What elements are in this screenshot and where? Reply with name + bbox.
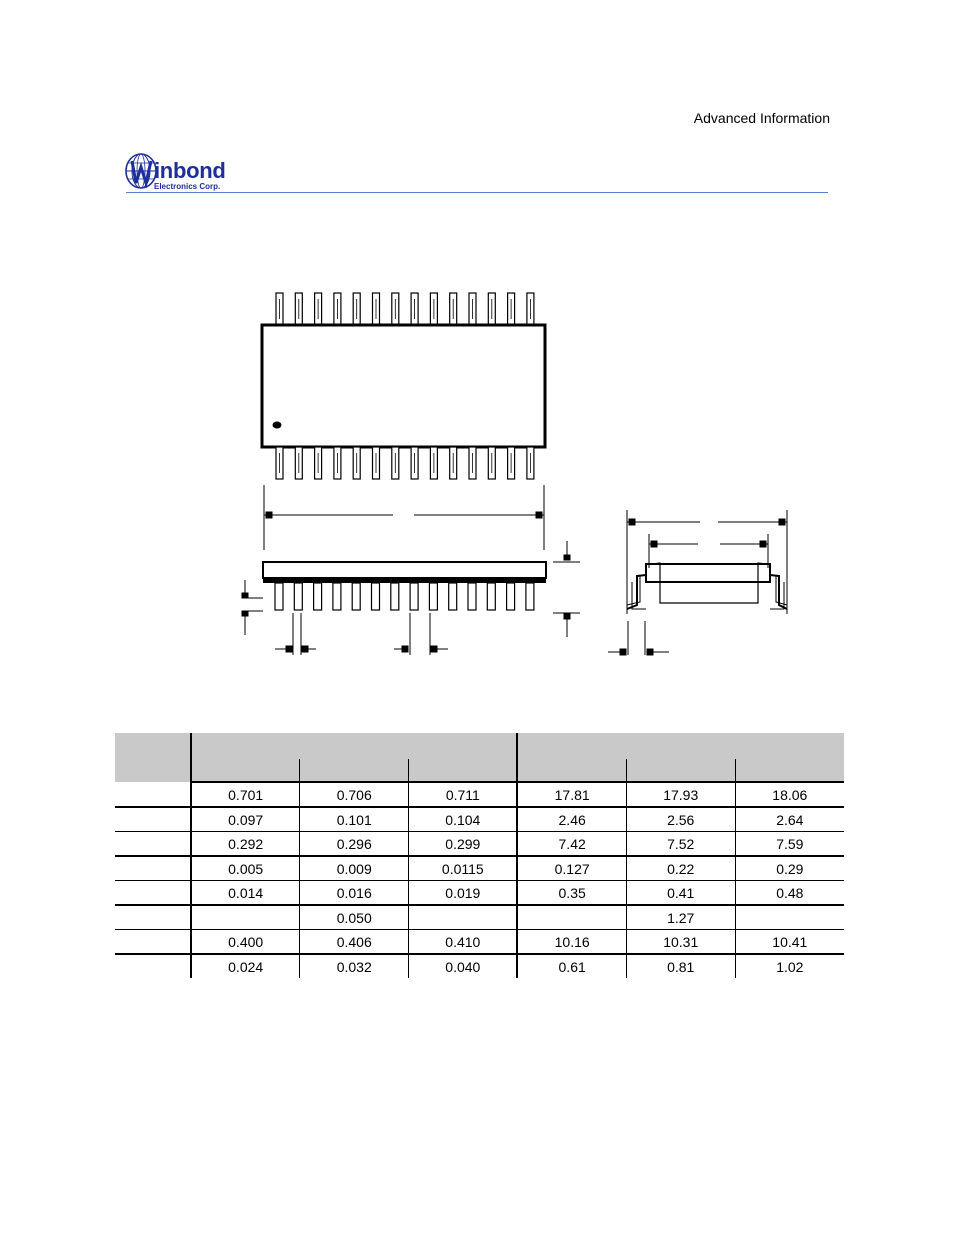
value-cell: 2.56: [626, 807, 735, 832]
value-cell: 0.024: [191, 954, 300, 978]
value-cell: 0.48: [735, 881, 844, 906]
package-side-view: [242, 541, 580, 655]
value-cell: [191, 905, 300, 930]
inch-nom-header-cell: [300, 759, 409, 782]
value-cell: 0.104: [409, 807, 518, 832]
header-rule: [126, 192, 828, 193]
table-row: [115, 832, 844, 857]
value-cell: 7.42: [517, 832, 626, 857]
side-lead: [294, 583, 302, 610]
side-lead: [526, 583, 534, 610]
value-cell: 7.52: [626, 832, 735, 857]
value-cell: 0.296: [300, 832, 409, 857]
symbol-cell: [115, 782, 191, 807]
side-lead: [507, 583, 515, 610]
value-cell: 0.35: [517, 881, 626, 906]
value-cell: 0.014: [191, 881, 300, 906]
millimeters-header-cell: [517, 733, 844, 759]
side-lead: [314, 583, 322, 610]
table-header-row-2: [115, 759, 844, 782]
value-cell: 0.032: [300, 954, 409, 978]
value-cell: 0.61: [517, 954, 626, 978]
side-lead: [275, 583, 283, 610]
package-dimensions-table: [115, 733, 844, 978]
value-cell: 17.93: [626, 782, 735, 807]
value-cell: 0.019: [409, 881, 518, 906]
symbol-cell: [115, 954, 191, 978]
value-cell: 0.005: [191, 856, 300, 881]
value-cell: 0.299: [409, 832, 518, 857]
symbol-cell: [115, 881, 191, 906]
symbol-cell: [115, 930, 191, 955]
symbol-cell: [115, 832, 191, 857]
globe-icon: [124, 151, 158, 191]
value-cell: 1.27: [626, 905, 735, 930]
side-lead: [391, 583, 399, 610]
side-lead: [429, 583, 437, 610]
pin1-marker-icon: [273, 422, 282, 429]
package-outline-drawing: [220, 285, 820, 665]
side-lead: [410, 583, 418, 610]
side-lead: [372, 583, 380, 610]
value-cell: 1.02: [776, 958, 804, 975]
mm-max-header-cell: [735, 759, 844, 782]
value-cell: 17.81: [517, 782, 626, 807]
table-row: [115, 905, 844, 930]
side-lead: [449, 583, 457, 610]
package-end-view: [608, 510, 787, 655]
side-lead: [487, 583, 495, 610]
symbol-header-cell: [115, 733, 191, 782]
value-cell: 0.097: [191, 807, 300, 832]
value-cell: 0.701: [191, 782, 300, 807]
value-cell: 0.406: [300, 930, 409, 955]
value-cell: 10.16: [517, 930, 626, 955]
symbol-cell: [115, 807, 191, 832]
value-cell: 2.46: [517, 807, 626, 832]
winbond-logo: [124, 151, 264, 195]
value-cell: 10.31: [626, 930, 735, 955]
mm-nom-header-cell: [626, 759, 735, 782]
table-header-row-1: [115, 733, 844, 759]
value-cell: 0.016: [300, 881, 409, 906]
logo-subtitle: Electronics Corp.: [154, 182, 221, 191]
value-cell: 0.400: [191, 930, 300, 955]
value-cell: 0.41: [626, 881, 735, 906]
value-cell: 0.22: [626, 856, 735, 881]
inch-min-header-cell: [191, 759, 300, 782]
value-cell: [409, 905, 518, 930]
side-lead: [352, 583, 360, 610]
symbol-cell: [115, 905, 191, 930]
table-row: [115, 856, 844, 881]
inch-max-header-cell: [409, 759, 518, 782]
logo-wordmark: inbond: [154, 158, 226, 183]
mm-min-header-cell: [517, 759, 626, 782]
table-row: [115, 930, 844, 955]
length-dimension: [264, 485, 544, 550]
value-cell: 18.06: [735, 782, 844, 807]
side-lead: [468, 583, 476, 610]
value-cell: 2.64: [735, 807, 844, 832]
symbol-cell: [115, 856, 191, 881]
value-cell: 0.81: [626, 954, 735, 978]
value-cell: [517, 905, 626, 930]
value-cell: 0.706: [300, 782, 409, 807]
value-cell: 7.59: [735, 832, 844, 857]
advanced-information-note: Advanced Information: [693, 110, 830, 126]
value-cell: 0.127: [517, 856, 626, 881]
value-cell: 0.050: [300, 905, 409, 930]
table-row: [115, 782, 844, 807]
side-lead: [333, 583, 341, 610]
value-cell: 0.009: [300, 856, 409, 881]
table-row: [115, 954, 844, 978]
table-row: [115, 881, 844, 906]
value-cell: 0.101: [300, 807, 409, 832]
table-row: [115, 807, 844, 832]
bottom-pin-row: [276, 447, 534, 479]
value-cell: 0.29: [735, 856, 844, 881]
value-cell: 10.41: [735, 930, 844, 955]
top-pin-row: [276, 293, 534, 325]
value-cell: 0.410: [409, 930, 518, 955]
value-cell: [735, 905, 844, 930]
value-cell: 0.292: [191, 832, 300, 857]
package-body-top-view: [262, 325, 545, 447]
value-cell: 0.711: [409, 782, 518, 807]
value-cell: 0.0115: [409, 856, 518, 881]
value-cell: 0.040: [409, 954, 518, 978]
inches-header-cell: [191, 733, 517, 759]
